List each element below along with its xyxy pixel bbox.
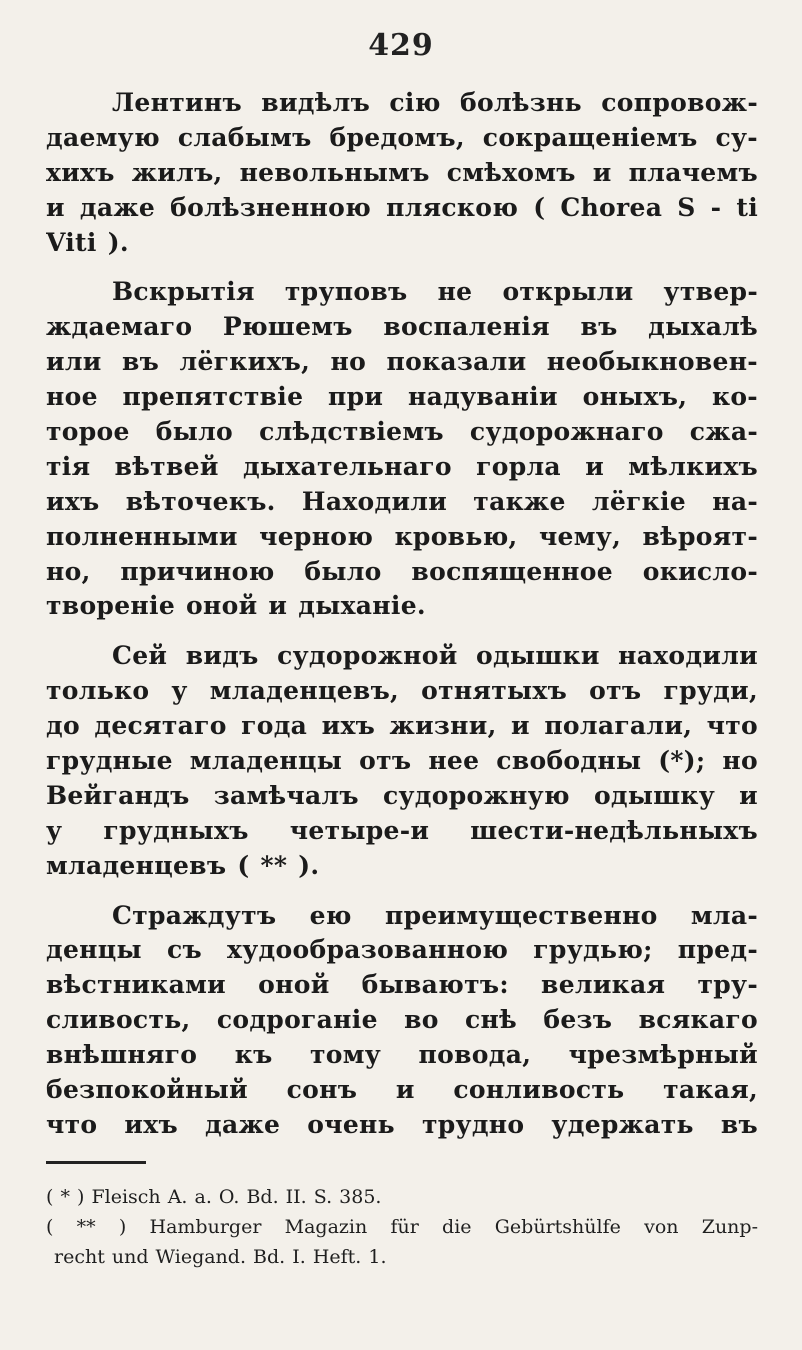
paragraph: [46, 275, 758, 624]
text-line: ихъ вѣточекъ. Находили также лёгкіе на-: [46, 486, 758, 516]
text-line: Страждутъ ею преимущественно мла-: [112, 900, 758, 930]
text-line: торое было слѣдствіемъ судорожнаго сжа-: [46, 417, 758, 447]
text-line: полненными черною кровью, чему, вѣроят-: [46, 521, 758, 551]
text-line: вѣстниками оной бываютъ: великая тру-: [46, 970, 758, 1000]
footnote: ( * ) Fleisch A. a. O. Bd. II. S. 385.: [46, 1186, 382, 1208]
text-line: внѣшняго къ тому повода, чрезмѣрный: [46, 1040, 758, 1070]
text-line: Вскрытія труповъ не открыли утвер-: [112, 277, 758, 307]
text-line: грудные младенцы отъ нее свободны (*); но: [46, 746, 758, 776]
text-line: Viti ).: [46, 227, 129, 257]
text-line: ное препятствіе при надуваніи оныхъ, ко-: [46, 382, 758, 412]
text-line: Сей видъ судорожной одышки находили: [112, 641, 758, 671]
paragraph: [46, 639, 758, 883]
text-line: сливость, содроганіе во снѣ безъ всякаго: [46, 1005, 758, 1035]
text-line: или въ лёгкихъ, но показали необыкновен-: [46, 347, 758, 377]
text-line: младенцевъ ( ** ).: [46, 850, 320, 880]
text-line: до десятаго года ихъ жизни, и полагали, что: [46, 711, 758, 741]
text-line: и даже болѣзненною пляскою ( Chorea S - ti: [46, 192, 758, 222]
paragraph: [46, 86, 758, 260]
page-number: 429: [368, 28, 434, 63]
footnote-continuation: recht und Wiegand. Bd. I. Heft. 1.: [54, 1246, 387, 1268]
text-line: Вейгандъ замѣчалъ судорожную одышку и: [46, 780, 758, 810]
footnote-divider: [46, 1161, 146, 1164]
text-line: у грудныхъ четыре-и шести-недѣльныхъ: [46, 815, 758, 845]
text-line: но, причиною было воспященное окисло-: [46, 556, 758, 586]
text-line: ждаемаго Рюшемъ воспаленія въ дыхалѣ: [46, 312, 758, 342]
footnotes: [46, 1182, 758, 1272]
text-line: что ихъ даже очень трудно удержать въ: [46, 1109, 758, 1139]
text-line: даемую слабымъ бредомъ, сокращеніемъ су-: [46, 122, 758, 152]
main-text: [46, 86, 758, 1158]
text-line: денцы съ худообразованною грудью; пред-: [46, 935, 758, 965]
text-line: безпокойный сонъ и сонливость такая,: [46, 1075, 758, 1105]
text-line: твореніе оной и дыханіе.: [46, 591, 426, 621]
paragraph: [46, 899, 758, 1143]
text-line: тія вѣтвей дыхательнаго горла и мѣлкихъ: [46, 451, 758, 481]
text-line: только у младенцевъ, отнятыхъ отъ груди,: [46, 676, 758, 706]
footnote: ( ** ) Hamburger Magazin für die Gebürtshülfe von Zunp-: [46, 1216, 758, 1238]
text-line: хихъ жилъ, невольнымъ смѣхомъ и плачемъ: [46, 157, 758, 187]
text-line: Лентинъ видѣлъ сію болѣзнь сопровож-: [112, 88, 758, 117]
